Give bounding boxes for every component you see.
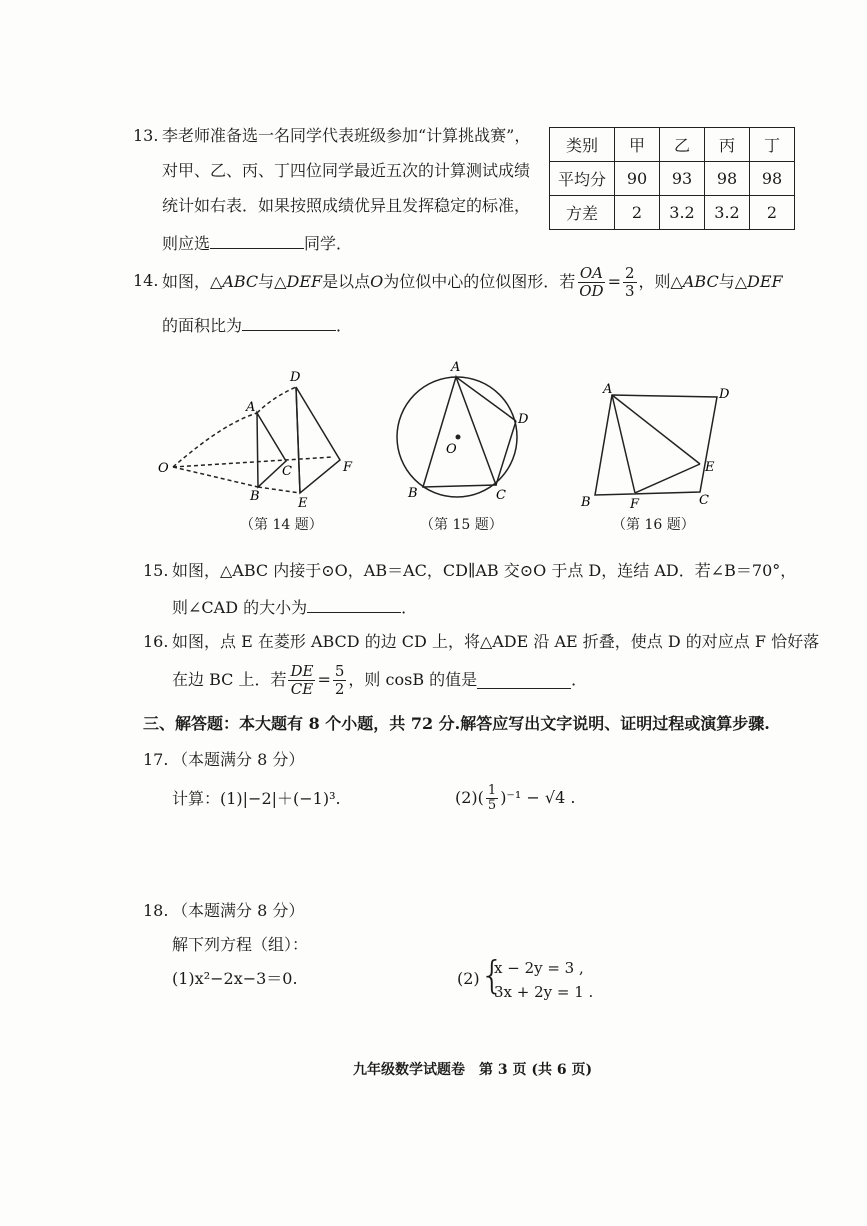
q18-part2-label: (2)	[457, 969, 480, 988]
q14-value-fraction	[623, 265, 637, 300]
fig14-dashed-of	[173, 457, 333, 467]
fraction-denominator: 5	[487, 797, 497, 813]
fig14-dashed-ad	[257, 387, 296, 413]
q13-line3: 统计如右表．如果按照成绩优异且发挥稳定的标准，	[162, 196, 531, 215]
q15-line1: 如图，△ABC 内接于⊙O，AB＝AC，CD∥AB 交⊙O 于点 D，连结 AD．若∠B＝70°，	[172, 561, 797, 580]
table-cell: 类别	[550, 128, 615, 162]
fraction-numerator: OA	[579, 263, 603, 282]
fig16-line-fe	[635, 464, 700, 493]
fig15-label-d: D	[518, 412, 529, 427]
q16-text: ，则 cosB 的值是	[348, 670, 478, 689]
q14-answer-blank[interactable]	[242, 314, 336, 331]
figure-14	[150, 365, 370, 510]
table-cell: 丙	[705, 128, 750, 162]
q14-number: 14.	[133, 271, 159, 290]
fig15-label-b: B	[408, 486, 418, 501]
q18-number: 18.	[143, 901, 169, 920]
figure-16	[575, 375, 735, 510]
fig15-triangle-abc	[423, 377, 496, 487]
fig14-label-c: C	[282, 464, 292, 479]
q14-text: 的面积比为	[162, 316, 243, 335]
q14-text: 是以点	[322, 272, 371, 291]
table-cell: 2	[615, 196, 660, 230]
q13-number: 13.	[133, 126, 159, 145]
q14-text: 与△	[258, 272, 287, 291]
q17-score: （本题满分 8 分）	[172, 750, 305, 769]
q18-intro: 解下列方程（组）：	[172, 935, 309, 954]
fraction-denominator: 2	[334, 679, 345, 698]
table-cell: 方差	[550, 196, 615, 230]
q13-line2: 对甲、乙、丙、丁四位同学最近五次的计算测试成绩	[162, 161, 531, 180]
fig14-caption: （第 14 题）	[240, 517, 323, 533]
table-cell: 平均分	[550, 162, 615, 196]
fig15-line-cd	[496, 421, 516, 485]
score-table	[549, 127, 795, 230]
fig16-label-e: E	[705, 460, 715, 475]
q18-system-brace: {	[480, 953, 505, 997]
fig15-label-o: O	[446, 442, 457, 457]
q13-line4-prefix: 则应选	[162, 234, 211, 253]
q14-var: DEF	[286, 272, 323, 291]
q14-ratio-fraction	[577, 265, 605, 300]
q13-line4-suffix: 同学．	[304, 234, 353, 253]
fig16-label-f: F	[630, 497, 640, 510]
fig14-dashed-oa	[173, 413, 257, 467]
fig15-caption: （第 15 题）	[420, 517, 503, 533]
fraction-numerator: 5	[334, 661, 345, 680]
q18-score: （本题满分 8 分）	[172, 901, 305, 920]
fig16-label-b: B	[581, 495, 591, 510]
q16-text: ．	[571, 670, 588, 689]
table-cell: 3.2	[660, 196, 705, 230]
q14-var: O	[370, 272, 384, 291]
q14-var: DEF	[747, 272, 783, 291]
fig15-label-c: C	[496, 488, 506, 503]
q15-text: ．	[401, 598, 418, 617]
q14-text: ．	[336, 316, 353, 335]
q17-text: )⁻¹ − √4 .	[500, 788, 576, 807]
table-cell: 丁	[750, 128, 795, 162]
fig14-label-b: B	[250, 489, 260, 504]
fraction-numerator: DE	[290, 661, 314, 680]
fig14-label-d: D	[290, 370, 301, 385]
q17-text: (2)(	[455, 788, 484, 807]
q14-var: ABC	[682, 272, 719, 291]
q17-fraction	[486, 784, 498, 813]
section-3-heading: 三、解答题：本大题有 8 个小题，共 72 分.解答应写出文字说明、证明过程或演算步骤.	[143, 714, 770, 733]
fig14-label-a: A	[246, 400, 256, 415]
fig16-rhombus-abcd	[595, 395, 717, 495]
q14-text: 为位似中心的位似图形．若	[383, 272, 576, 291]
q16-text: 在边 BC 上．若	[172, 670, 287, 689]
q13-answer-blank[interactable]	[210, 232, 304, 249]
fig16-label-a: A	[603, 382, 613, 397]
q15-number: 15.	[143, 561, 169, 580]
table-cell: 93	[660, 162, 705, 196]
q17-part1: 计算：(1)|−2|＋(−1)³.	[172, 789, 341, 808]
fraction-numerator: 1	[487, 782, 497, 798]
fraction-denominator: OD	[579, 281, 604, 300]
table-cell: 乙	[660, 128, 705, 162]
fig14-dashed-be	[258, 487, 300, 493]
q13-line1: 李老师准备选一名同学代表班级参加“计算挑战赛”，	[162, 126, 531, 145]
q13-line4	[162, 232, 352, 254]
q17-part2	[455, 778, 575, 818]
q15-line2	[172, 596, 417, 618]
q17-number: 17.	[143, 750, 169, 769]
fraction-denominator: CE	[290, 679, 314, 698]
fig16-caption: （第 16 题）	[612, 517, 695, 533]
q18-equation2: 3x + 2y = 1 .	[494, 983, 594, 1001]
table-cell: 2	[750, 196, 795, 230]
table-cell: 98	[750, 162, 795, 196]
q16-number: 16.	[143, 632, 169, 651]
q14-text: ，则△	[638, 272, 683, 291]
table-cell: 90	[615, 162, 660, 196]
fig15-line-ad	[456, 377, 516, 421]
q16-line1: 如图，点 E 在菱形 ABCD 的边 CD 上，将△ADE 沿 AE 折叠，使点 D 的对应点 F 恰好落	[172, 632, 820, 651]
fig15-label-a: A	[451, 360, 461, 375]
table-cell: 98	[705, 162, 750, 196]
table-row	[550, 196, 795, 230]
page-footer: 九年级数学试题卷 第 3 页 (共 6 页)	[353, 1062, 593, 1078]
q14-var: ABC	[222, 272, 259, 291]
fig16-label-c: C	[699, 493, 709, 508]
q14-line2	[162, 314, 352, 336]
q18-equation1: x − 2y = 3 ,	[494, 959, 584, 977]
fig14-triangle-def	[296, 387, 340, 493]
fig14-label-f: F	[343, 460, 353, 475]
fig15-center-point	[456, 435, 461, 440]
fig14-dashed-ob	[173, 467, 258, 487]
q16-value-fraction	[333, 663, 347, 698]
q16-equals: =	[317, 670, 331, 689]
fig16-label-d: D	[719, 387, 730, 402]
q14-equals: =	[607, 272, 621, 291]
q16-ratio-fraction	[288, 663, 315, 698]
table-cell: 甲	[615, 128, 660, 162]
fig14-label-o: O	[158, 461, 169, 476]
table-row	[550, 128, 795, 162]
q14-text: 如图，△	[162, 272, 223, 291]
fig14-label-e: E	[298, 496, 308, 510]
q15-text: 则∠CAD 的大小为	[172, 598, 308, 617]
figure-15	[390, 355, 540, 510]
q14-line1	[162, 262, 783, 302]
fraction-numerator: 2	[624, 263, 635, 282]
q16-answer-blank[interactable]	[477, 672, 571, 689]
table-cell: 3.2	[705, 196, 750, 230]
fig14-line-de	[296, 387, 300, 493]
q16-line2	[172, 660, 587, 700]
q18-part1: (1)x²−2x−3＝0.	[172, 969, 298, 988]
table-row	[550, 162, 795, 196]
q14-text: 与△	[718, 272, 748, 291]
q15-answer-blank[interactable]	[307, 596, 401, 613]
fraction-denominator: 3	[624, 281, 635, 300]
